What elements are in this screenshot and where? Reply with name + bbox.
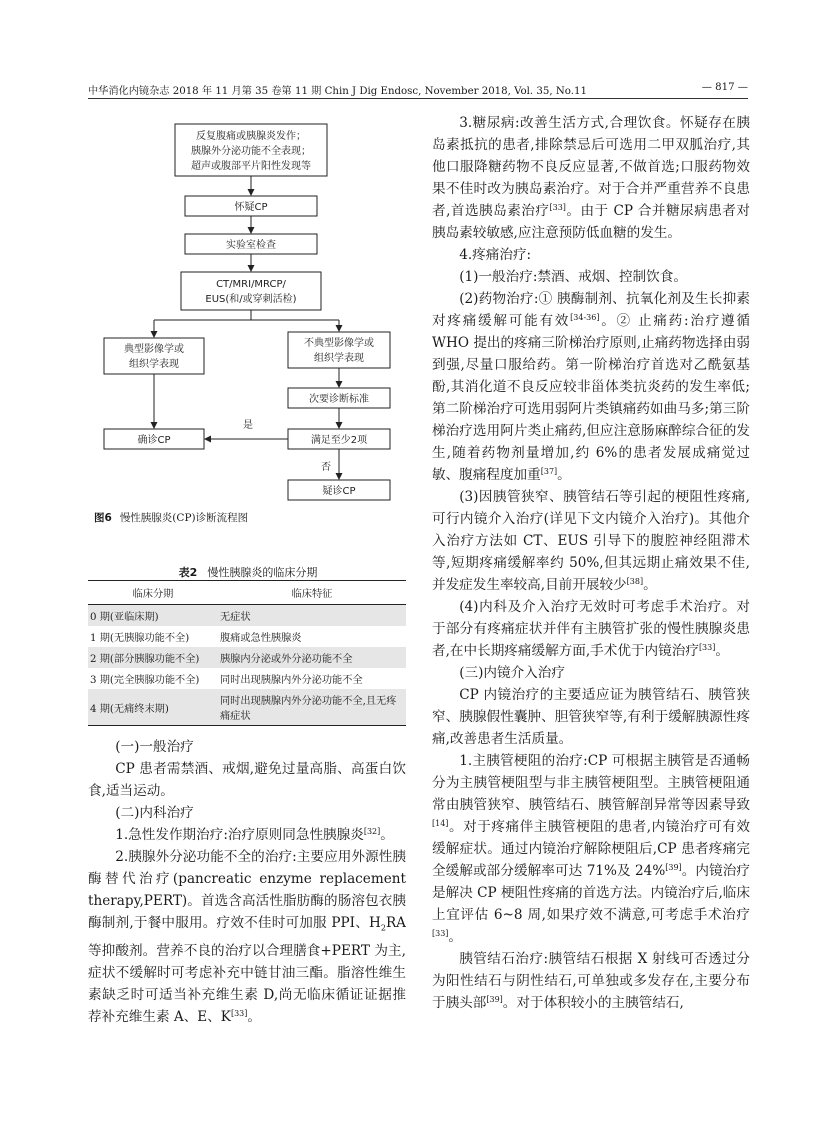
section-heading: (三)内镜介入治疗	[459, 665, 565, 681]
section-heading: 4.疼痛治疗:	[459, 247, 532, 263]
table-cell: 腹痛或急性胰腺炎	[220, 633, 302, 644]
box6-line1: 不典型影像学或	[304, 338, 374, 349]
paragraph: 1.急性发作期治疗:治疗原则同急性胰腺炎[32]。	[115, 827, 394, 843]
box9-label: 满足至少2项	[310, 435, 368, 446]
figure-number: 图6	[94, 512, 112, 524]
box7-label: 次要诊断标准	[309, 394, 369, 405]
box4-line2: EUS(和/或穿刺活检)	[205, 294, 297, 305]
paragraph: (2)药物治疗:① 胰酶制剂、抗氧化剂及生长抑素对疼痛缓解可能有效[34-36]。② 止痛药:治疗遵循 WHO 提出的疼痛三阶梯治疗原则,止痛药物选择由弱到强,尽量口服给药。第一阶梯治疗首选对乙酰氨基酚,其消化道不良反应较非甾体类抗炎药的发生率低;第二阶梯治疗可选用弱阿片类镇痛药如曲马多;第三阶梯治疗选用阿片类止痛药,但应注意肠麻醉综合征的发生,随着药物剂量增加,约 6%的患者发展成痛觉过敏、腹痛程度加重[37]。	[432, 291, 750, 483]
box10-label: 疑诊CP	[322, 486, 356, 497]
right-column-text	[432, 112, 750, 1014]
left-column-text	[88, 736, 406, 1028]
paragraph: 1.主胰管梗阻的治疗:CP 可根据主胰管是否通畅分为主胰管梗阻型与非主胰管梗阻型。主胰管梗阻通常由胰管狭窄、胰管结石、胰管解剖异常等因素导致[14]。对于疼痛伴主胰管梗阻的患者,内镜治疗可有效缓解症状。通过内镜治疗解除梗阻后,CP 患者疼痛完全缓解或部分缓解率可达 71%及 24%[39]。内镜治疗是解决 CP 梗阻性疼痛的首选方法。内镜治疗后,临床上宜评估 6~8 周,如果疗效不满意,可考虑手术治疗[33]。	[432, 753, 750, 945]
paragraph: (3)因胰管狭窄、胰管结石等引起的梗阻性疼痛,可行内镜介入治疗(详见下文内镜介入治疗)。其他介入治疗方法如 CT、EUS 引导下的腹腔神经阻滞术等,短期疼痛缓解率约 50%,但其远期止痛效果不佳,并发症发生率较高,目前开展较少[38]。	[432, 489, 750, 593]
diagnosis-flowchart	[88, 110, 418, 510]
box5-line2: 组织学表现	[129, 359, 179, 370]
table-row	[88, 647, 406, 668]
table-number: 表2	[178, 566, 198, 579]
table-title	[88, 564, 408, 580]
box1-line3: 超声或腹部平片阳性发现等	[191, 161, 311, 172]
running-header	[88, 82, 748, 96]
figure-caption	[94, 510, 248, 525]
header-rule	[88, 98, 748, 99]
paragraph: 胰管结石治疗:胰管结石根据 X 射线可否透过分为阳性结石与阴性结石,可单独或多发存在,主要分布于胰头部[39]。对于体积较小的主胰管结石,	[432, 951, 750, 1011]
table-cell: 同时出现胰腺内外分泌功能不全	[220, 675, 363, 686]
box4-line1: CT/MRI/MRCP/	[216, 279, 286, 290]
table-cell: 2 期(部分胰腺功能不全)	[88, 647, 218, 668]
table-cell: 胰腺内分泌或外分泌功能不全	[218, 647, 406, 668]
section-heading: (二)内科治疗	[115, 805, 194, 821]
paragraph: 2.胰腺外分泌功能不全的治疗:主要应用外源性胰酶替代治疗(pancreatic enzyme replacement therapy,PERT)。首选含高活性脂肪酶的肠溶包衣胰酶制剂,于餐中服用。疗效不佳时可加服 PPI、$H_2RA$ 等抑酸剂。营养不良的治疗以合理膳食+PERT 为主,症状不缓解时可考虑补充中链甘油三酯。脂溶性维生素缺乏时可适当补充维生素 D,尚无临床循证证据推荐补充维生素 A、E、K[33]。	[88, 849, 406, 1025]
journal-info: 中华消化内镜杂志 2018 年 11 月第 35 卷第 11 期 Chin J Dig Endosc, November 2018, Vol. 35, No.11	[88, 86, 587, 97]
paragraph: CP 患者需禁酒、戒烟,避免过量高脂、高蛋白饮食,适当运动。	[88, 761, 406, 799]
section-heading: (一)一般治疗	[115, 739, 194, 755]
figure-title: 慢性胰腺炎(CP)诊断流程图	[119, 512, 249, 524]
page-number: — 817 —	[701, 82, 748, 93]
clinical-stage-table	[88, 580, 406, 726]
box1-line2: 胰腺外分泌功能不全表现；	[191, 146, 311, 157]
table-cell: 同时出现胰腺内外分泌功能不全,且无疼痛症状	[218, 689, 406, 726]
box5-line1: 典型影像学或	[124, 344, 184, 355]
table-caption: 慢性胰腺炎的临床分期	[207, 566, 318, 579]
table-cell: 4 期(无痛终末期)	[88, 689, 218, 726]
table-cell: 1 期(无胰腺功能不全)	[90, 633, 190, 644]
box6-line2: 组织学表现	[314, 353, 364, 364]
table-row	[88, 605, 406, 627]
paragraph: (4)内科及介入治疗无效时可考虑手术治疗。对于部分有疼痛症状并伴有主胰管扩张的慢性胰腺炎患者,在中长期疼痛缓解方面,手术优于内镜治疗[33]。	[432, 599, 750, 659]
table-header-feature: 临床特征	[218, 581, 406, 605]
table-row	[88, 689, 406, 726]
table-header-stage: 临床分期	[88, 581, 218, 605]
table-cell: 无症状	[218, 605, 406, 627]
box8-label: 确诊CP	[137, 435, 171, 446]
box1-line1: 反复腹痛或胰腺炎发作；	[196, 131, 306, 142]
paragraph: 3.糖尿病:改善生活方式,合理饮食。怀疑存在胰岛素抵抗的患者,排除禁忌后可选用二甲双胍治疗,其他口服降糖药物不良反应显著,不做首选;口服药物效果不佳时改为胰岛素治疗。对于合并严重营养不良患者,首选胰岛素治疗[33]。由于 CP 合并糖尿病患者对胰岛素较敏感,应注意预防低血糖的发生。	[432, 115, 750, 241]
no-label: 否	[321, 462, 331, 473]
table-cell: 0 期(亚临床期)	[88, 605, 218, 627]
paragraph: CP 内镜治疗的主要适应证为胰管结石、胰管狭窄、胰腺假性囊肿、胆管狭窄等,有利于缓解胰源性疼痛,改善患者生活质量。	[432, 687, 750, 747]
box3-label: 实验室检查	[226, 240, 276, 251]
table-cell: 3 期(完全胰腺功能不全)	[90, 675, 200, 686]
paragraph: (1)一般治疗:禁酒、戒烟、控制饮食。	[459, 269, 687, 285]
box2-label: 怀疑CP	[234, 202, 268, 213]
yes-label: 是	[243, 420, 253, 431]
table-row	[88, 626, 406, 647]
table-row	[88, 668, 406, 689]
